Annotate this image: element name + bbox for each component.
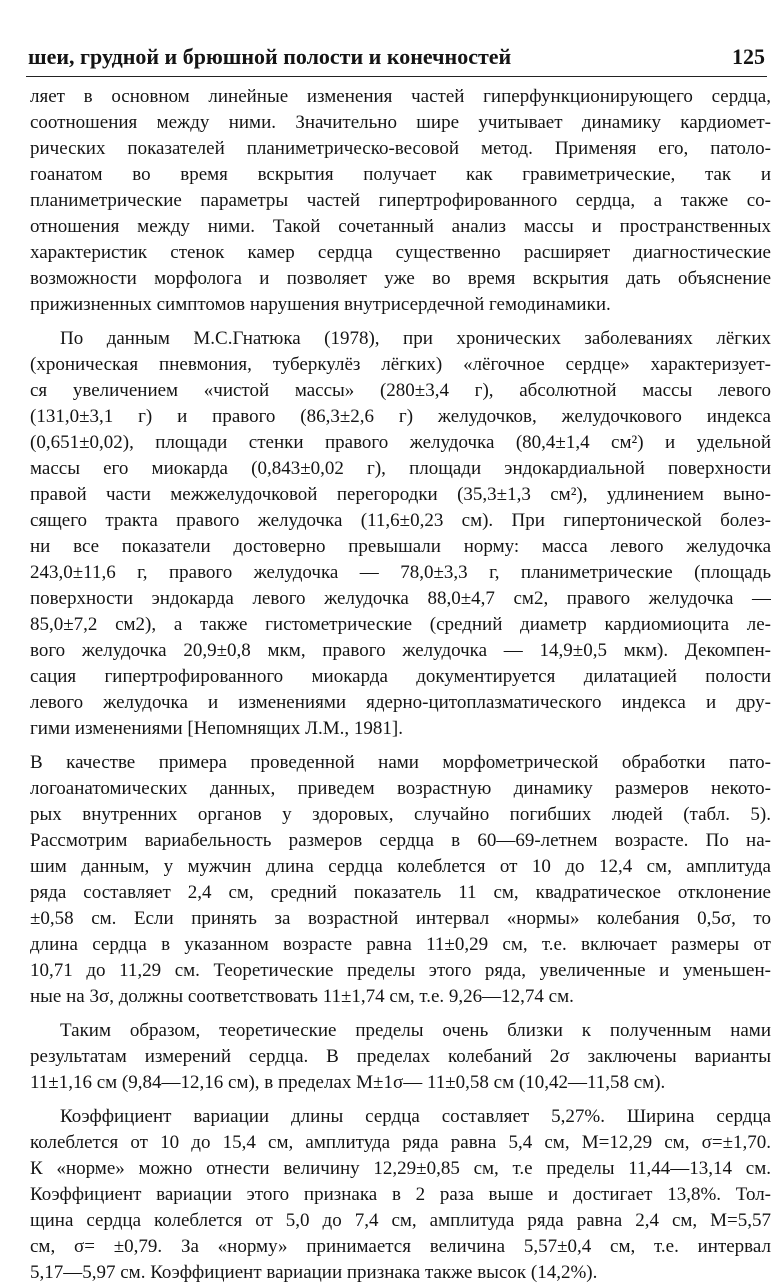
text-line: сация гипертрофированного миокарда документируется дилатацией полости [30, 666, 771, 687]
body-text [30, 84, 771, 1286]
text-line: В качестве примера проведенной нами морфометрической обработки пато- [30, 752, 771, 773]
text-line: Коэффициент вариации этого признака в 2 раза выше и достигает 13,8%. Тол- [30, 1184, 771, 1205]
text-line: 243,0±11,6 г, правого желудочка — 78,0±3,3 г, планиметрические (площадь [30, 562, 771, 583]
paragraph-gap [30, 318, 771, 326]
text-line: 85,0±7,2 см2), а также гистометрические (средний диаметр кардиомиоцита ле- [30, 614, 771, 635]
text-line: правой части межжелудочковой перегородки (35,3±1,3 см²), удлинением выно- [30, 484, 771, 505]
text-line: длина сердца в указанном возрасте равна 11±0,29 см, т.е. включает размеры от [30, 934, 771, 955]
text-line: отношения между ними. Такой сочетанный анализ массы и пространственных [30, 216, 771, 237]
text-line: левого желудочка и изменениями ядерно-цитоплазматического индекса и дру- [30, 692, 771, 713]
text-line: массы его миокарда (0,843±0,02 г), площади эндокардиальной поверхности [30, 458, 771, 479]
text-line: см, σ= ±0,79. За «норму» принимается величина 5,57±0,4 см, т.е. интервал [30, 1236, 771, 1257]
text-line: К «норме» можно отнести величину 12,29±0,85 см, т.е пределы 11,44—13,14 см. [30, 1158, 771, 1179]
text-line: логоанатомических данных, приведем возрастную динамику размеров некото- [30, 778, 771, 799]
text-line: (131,0±3,1 г) и правого (86,3±2,6 г) желудочков, желудочкового индекса [30, 406, 771, 427]
text-line: прижизненных симптомов нарушения внутрисердечной гемодинамики. [30, 294, 611, 315]
text-line: (0,651±0,02), площади стенки правого желудочка (80,4±1,4 см²) и удельной [30, 432, 771, 453]
paragraph-gap [30, 1096, 771, 1104]
text-line: ные на 3σ, должны соответствовать 11±1,74 см, т.е. 9,26—12,74 см. [30, 986, 574, 1007]
text-line: Коэффициент вариации длины сердца составляет 5,27%. Ширина сердца [60, 1106, 771, 1127]
text-line: 5,17—5,97 см. Коэффициент вариации признака также высок (14,2%). [30, 1262, 598, 1283]
text-line: шим данным, у мужчин длина сердца колеблется от 10 до 12,4 см, амплитуда [30, 856, 771, 877]
text-line: планиметрические параметры частей гипертрофированного сердца, а также со- [30, 190, 771, 211]
text-line: рических показателей планиметрическо-весовой метод. Применяя его, патоло- [30, 138, 771, 159]
text-line: вого желудочка 20,9±0,8 мкм, правого желудочка — 14,9±0,5 мкм). Декомпен- [30, 640, 771, 661]
text-line: ся увеличением «чистой массы» (280±3,4 г), абсолютной массы левого [30, 380, 771, 401]
paragraph-gap [30, 1010, 771, 1018]
text-line: 11±1,16 см (9,84—12,16 см), в пределах M±1σ— 11±0,58 см (10,42—11,58 см). [30, 1072, 666, 1093]
paragraph [30, 84, 771, 318]
text-line: результатам измерений сердца. В пределах колебаний 2σ заключены варианты [30, 1046, 771, 1067]
text-line: (хроническая пневмония, туберкулёз лёгких) «лёгочное сердце» характеризует- [30, 354, 771, 375]
text-line: ляет в основном линейные изменения частей гиперфункционирующего сердца, [30, 86, 771, 107]
text-line: щина сердца колеблется от 5,0 до 7,4 см, амплитуда ряда равна 2,4 см, M=5,57 [30, 1210, 771, 1231]
text-line: ±0,58 см. Если принять за возрастной интервал «нормы» колебания 0,5σ, то [30, 908, 771, 929]
text-line: соотношения между ними. Значительно шире учитывает динамику кардиомет- [30, 112, 771, 133]
text-line: По данным М.С.Гнатюка (1978), при хронических заболеваниях лёгких [60, 328, 771, 349]
page-number: 125 [732, 44, 765, 69]
paragraph [30, 1104, 771, 1286]
text-line: ни все показатели достоверно превышали норму: масса левого желудочка [30, 536, 771, 557]
text-line: Таким образом, теоретические пределы очень близки к полученным нами [60, 1020, 771, 1041]
text-line: ряда составляет 2,4 см, средний показатель 11 см, квадратическое отклонение [30, 882, 771, 903]
text-line: колеблется от 10 до 15,4 см, амплитуда ряда равна 5,4 см, M=12,29 см, σ=±1,70. [30, 1132, 771, 1153]
text-line: характеристик стенок камер сердца существенно расширяет диагностические [30, 242, 771, 263]
text-line: Рассмотрим вариабельность размеров сердца в 60—69-летнем возрасте. По на- [30, 830, 771, 851]
text-line: гими изменениями [Непомнящих Л.М., 1981]. [30, 718, 404, 739]
text-line: гоанатом во время вскрытия получает как гравиметрические, так и [30, 164, 771, 185]
running-header [26, 36, 767, 77]
text-line: возможности морфолога и позволяет уже во время вскрытия дать объяснение [30, 268, 771, 289]
paragraph [30, 1018, 771, 1096]
running-title: шеи, грудной и брюшной полости и конечностей [28, 44, 512, 69]
paragraph [30, 750, 771, 1010]
paragraph-gap [30, 742, 771, 750]
text-line: рых внутренних органов у здоровых, случайно погибших людей (табл. 5). [30, 804, 771, 825]
paragraph [30, 326, 771, 742]
text-line: 10,71 до 11,29 см. Теоретические пределы этого ряда, увеличенные и уменьшен- [30, 960, 771, 981]
text-line: поверхности эндокарда левого желудочка 88,0±4,7 см2, правого желудочка — [30, 588, 771, 609]
text-line: сящего тракта правого желудочка (11,6±0,23 см). При гипертонической болез- [30, 510, 771, 531]
